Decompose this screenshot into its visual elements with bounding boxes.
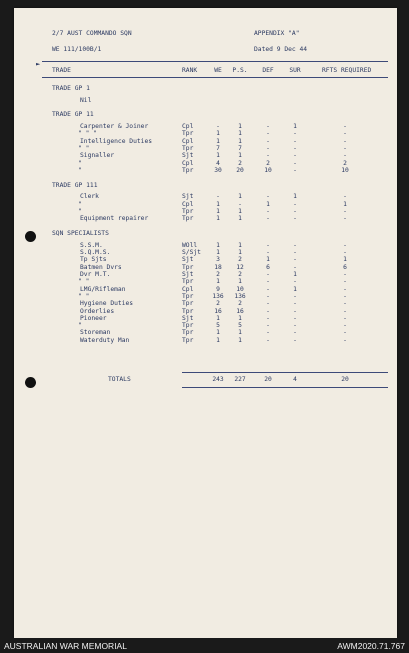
value-cell: - xyxy=(266,137,270,145)
rank-cell: Tpr xyxy=(182,166,194,174)
value-cell: 7 xyxy=(238,145,242,153)
header-rule-top xyxy=(42,61,388,62)
value-cell: 5 xyxy=(216,322,220,330)
value-cell: - xyxy=(343,145,347,153)
value-cell: 6 xyxy=(266,263,270,271)
column-header: RFTS REQUIRED xyxy=(322,67,372,74)
trade-cell: Batmen Dvrs xyxy=(80,263,122,271)
trade-cell: " xyxy=(78,166,82,174)
value-cell: 1 xyxy=(238,208,242,216)
value-cell: 1 xyxy=(238,215,242,223)
totals-rule-bottom xyxy=(182,387,388,388)
value-cell: 1 xyxy=(216,314,220,322)
value-cell: - xyxy=(293,249,297,257)
value-cell: 1 xyxy=(238,314,242,322)
value-cell: 7 xyxy=(216,145,220,153)
value-cell: 12 xyxy=(236,263,244,271)
value-cell: - xyxy=(266,300,270,308)
value-cell: - xyxy=(266,336,270,344)
rank-cell: Cpl xyxy=(182,159,194,167)
value-cell: 5 xyxy=(238,322,242,330)
value-cell: - xyxy=(266,193,270,201)
value-cell: 1 xyxy=(238,152,242,160)
value-cell: 1 xyxy=(216,130,220,138)
trade-cell: " " xyxy=(78,278,90,286)
trade-cell: S.Q.M.S. xyxy=(80,249,111,257)
trade-cell: Pioneer xyxy=(80,314,107,322)
rank-cell: S/Sjt xyxy=(182,249,201,257)
trade-cell: Equipment repairer xyxy=(80,215,149,223)
trade-cell: Hygiene Duties xyxy=(80,300,134,308)
document-date: Dated 9 Dec 44 xyxy=(254,46,308,53)
value-cell: - xyxy=(293,166,297,174)
value-cell: - xyxy=(216,193,220,201)
value-cell: - xyxy=(343,336,347,344)
value-cell: 1 xyxy=(343,256,347,264)
trade-cell: " " xyxy=(78,145,90,153)
section-title: TRADE GP 11 xyxy=(52,111,94,119)
value-cell: 16 xyxy=(236,307,244,315)
trade-cell: Clerk xyxy=(80,193,99,201)
rank-cell: Cpl xyxy=(182,285,194,293)
trade-cell: " xyxy=(78,208,82,216)
value-cell: 1 xyxy=(266,256,270,264)
value-cell: - xyxy=(293,256,297,264)
value-cell: - xyxy=(293,200,297,208)
value-cell: 18 xyxy=(214,263,222,271)
value-cell: - xyxy=(266,241,270,249)
value-cell: - xyxy=(216,123,220,131)
punch-hole xyxy=(25,231,36,242)
value-cell: - xyxy=(293,322,297,330)
punch-hole xyxy=(25,377,36,388)
value-cell: 1 xyxy=(216,200,220,208)
value-cell: - xyxy=(293,300,297,308)
rank-cell: Tpr xyxy=(182,336,194,344)
value-cell: 2 xyxy=(238,159,242,167)
archive-name: AUSTRALIAN WAR MEMORIAL xyxy=(4,641,127,651)
value-cell: 2 xyxy=(266,159,270,167)
column-header: P.S. xyxy=(232,67,248,74)
rank-cell: Tpr xyxy=(182,145,194,153)
value-cell: - xyxy=(343,322,347,330)
value-cell: - xyxy=(293,263,297,271)
value-cell: - xyxy=(266,152,270,160)
value-cell: 2 xyxy=(216,271,220,279)
rank-cell: Tpr xyxy=(182,300,194,308)
rank-cell: Sjt xyxy=(182,271,194,279)
value-cell: 1 xyxy=(238,249,242,257)
value-cell: - xyxy=(343,130,347,138)
value-cell: 4 xyxy=(216,159,220,167)
rank-cell: Tpr xyxy=(182,307,194,315)
value-cell: - xyxy=(266,215,270,223)
value-cell: 1 xyxy=(238,278,242,286)
rank-cell: Cpl xyxy=(182,137,194,145)
header-rule-bottom xyxy=(42,77,388,78)
value-cell: - xyxy=(343,300,347,308)
rank-cell: Cpl xyxy=(182,200,194,208)
value-cell: 1 xyxy=(216,336,220,344)
unit-name: 2/7 AUST COMMANDO SQN xyxy=(52,30,132,37)
value-cell: 1 xyxy=(238,130,242,138)
totals-value: 20 xyxy=(264,376,272,383)
value-cell: 1 xyxy=(293,285,297,293)
value-cell: 6 xyxy=(343,263,347,271)
column-header: DEF xyxy=(262,67,274,74)
rank-cell: Tpr xyxy=(182,278,194,286)
value-cell: - xyxy=(343,329,347,337)
value-cell: 10 xyxy=(264,166,272,174)
totals-value: 4 xyxy=(293,376,297,383)
value-cell: - xyxy=(293,307,297,315)
rank-cell: Tpr xyxy=(182,208,194,216)
value-cell: - xyxy=(343,285,347,293)
trade-cell: S.S.M. xyxy=(80,241,103,249)
value-cell: - xyxy=(343,193,347,201)
trade-cell: Intelligence Duties xyxy=(80,137,153,145)
value-cell: - xyxy=(293,137,297,145)
trade-cell: " " " xyxy=(78,130,97,138)
trade-cell: Storeman xyxy=(80,329,111,337)
value-cell: 1 xyxy=(293,123,297,131)
value-cell: - xyxy=(293,130,297,138)
value-cell: 1 xyxy=(293,271,297,279)
value-cell: 1 xyxy=(216,241,220,249)
value-cell: 10 xyxy=(236,285,244,293)
rank-cell: Tpr xyxy=(182,215,194,223)
trade-cell: " " xyxy=(78,292,90,300)
trade-cell: " xyxy=(78,159,82,167)
value-cell: - xyxy=(343,208,347,216)
column-header: WE xyxy=(214,67,222,74)
value-cell: 20 xyxy=(236,166,244,174)
reference-number: WE 111/100B/1 xyxy=(52,46,102,53)
value-cell: 1 xyxy=(343,200,347,208)
archive-reference: AWM2020.71.767 xyxy=(337,641,405,651)
value-cell: - xyxy=(266,278,270,286)
section-title: TRADE GP 111 xyxy=(52,181,98,189)
rank-cell: Tpr xyxy=(182,130,194,138)
value-cell: - xyxy=(266,322,270,330)
value-cell: - xyxy=(293,145,297,153)
trade-cell: Signaller xyxy=(80,152,115,160)
value-cell: - xyxy=(293,292,297,300)
value-cell: 2 xyxy=(343,159,347,167)
value-cell: 1 xyxy=(293,193,297,201)
rank-cell: Tpr xyxy=(182,292,194,300)
totals-label: TOTALS xyxy=(108,376,131,383)
value-cell: - xyxy=(343,137,347,145)
value-cell: - xyxy=(266,285,270,293)
totals-value: 20 xyxy=(341,376,349,383)
value-cell: 136 xyxy=(234,292,246,300)
totals-value: 243 xyxy=(212,376,224,383)
value-cell: 3 xyxy=(216,256,220,264)
trade-cell: " xyxy=(78,200,82,208)
value-cell: - xyxy=(238,200,242,208)
value-cell: 30 xyxy=(214,166,222,174)
archive-footer xyxy=(0,638,409,653)
value-cell: - xyxy=(266,208,270,216)
value-cell: - xyxy=(266,307,270,315)
rank-cell: WOll xyxy=(182,241,198,249)
value-cell: - xyxy=(293,314,297,322)
value-cell: 16 xyxy=(214,307,222,315)
value-cell: 1 xyxy=(266,200,270,208)
value-cell: - xyxy=(293,208,297,216)
value-cell: 1 xyxy=(238,123,242,131)
value-cell: - xyxy=(343,314,347,322)
value-cell: - xyxy=(343,123,347,131)
value-cell: - xyxy=(266,271,270,279)
value-cell: 2 xyxy=(238,256,242,264)
value-cell: 1 xyxy=(216,249,220,257)
value-cell: - xyxy=(343,307,347,315)
value-cell: 1 xyxy=(216,152,220,160)
margin-tick-mark: ► xyxy=(36,60,41,68)
rank-cell: Sjt xyxy=(182,193,194,201)
value-cell: 10 xyxy=(341,166,349,174)
trade-cell: Carpenter & Joiner xyxy=(80,123,149,131)
value-cell: - xyxy=(293,159,297,167)
column-header: TRADE xyxy=(52,67,71,74)
value-cell: - xyxy=(343,271,347,279)
value-cell: 1 xyxy=(216,208,220,216)
value-cell: 2 xyxy=(238,271,242,279)
totals-value: 227 xyxy=(234,376,246,383)
value-cell: 1 xyxy=(216,329,220,337)
trade-cell: Dvr M.T. xyxy=(80,271,111,279)
value-cell: 1 xyxy=(238,137,242,145)
value-cell: 9 xyxy=(216,285,220,293)
trade-cell: Orderlies xyxy=(80,307,115,315)
value-cell: 1 xyxy=(216,215,220,223)
value-cell: - xyxy=(266,314,270,322)
value-cell: 1 xyxy=(216,278,220,286)
value-cell: - xyxy=(266,130,270,138)
value-cell: - xyxy=(266,292,270,300)
rank-cell: Sjt xyxy=(182,256,194,264)
value-cell: 1 xyxy=(238,193,242,201)
value-cell: - xyxy=(293,278,297,286)
value-cell: - xyxy=(266,249,270,257)
column-header: RANK xyxy=(182,67,198,74)
value-cell: - xyxy=(266,123,270,131)
value-cell: - xyxy=(293,152,297,160)
value-cell: 136 xyxy=(212,292,224,300)
value-cell: 1 xyxy=(238,329,242,337)
rank-cell: Tpr xyxy=(182,322,194,330)
value-cell: - xyxy=(343,292,347,300)
value-cell: 2 xyxy=(216,300,220,308)
rank-cell: Sjt xyxy=(182,152,194,160)
value-cell: 2 xyxy=(238,300,242,308)
trade-cell: Waterduty Man xyxy=(80,336,130,344)
section-title: SQN SPECIALISTS xyxy=(52,230,109,238)
trade-cell: " xyxy=(78,322,82,330)
value-cell: - xyxy=(343,278,347,286)
totals-rule-top xyxy=(182,372,388,373)
value-cell: - xyxy=(343,215,347,223)
trade-cell: Tp Sjts xyxy=(80,256,107,264)
rank-cell: Tpr xyxy=(182,263,194,271)
trade-cell: Nil xyxy=(80,96,92,104)
rank-cell: Cpl xyxy=(182,123,194,131)
value-cell: 1 xyxy=(238,336,242,344)
value-cell: - xyxy=(293,241,297,249)
rank-cell: Sjt xyxy=(182,314,194,322)
column-header: SUR xyxy=(289,67,301,74)
document-page xyxy=(14,8,397,638)
value-cell: - xyxy=(293,329,297,337)
rank-cell: Tpr xyxy=(182,329,194,337)
value-cell: - xyxy=(343,241,347,249)
section-title: TRADE GP 1 xyxy=(52,85,90,92)
appendix-label: APPENDIX "A" xyxy=(254,30,300,37)
value-cell: - xyxy=(343,152,347,160)
value-cell: - xyxy=(343,249,347,257)
value-cell: 1 xyxy=(238,241,242,249)
value-cell: 1 xyxy=(216,137,220,145)
trade-cell: LMG/Rifleman xyxy=(80,285,126,293)
value-cell: - xyxy=(293,215,297,223)
value-cell: - xyxy=(293,336,297,344)
value-cell: - xyxy=(266,145,270,153)
value-cell: - xyxy=(266,329,270,337)
